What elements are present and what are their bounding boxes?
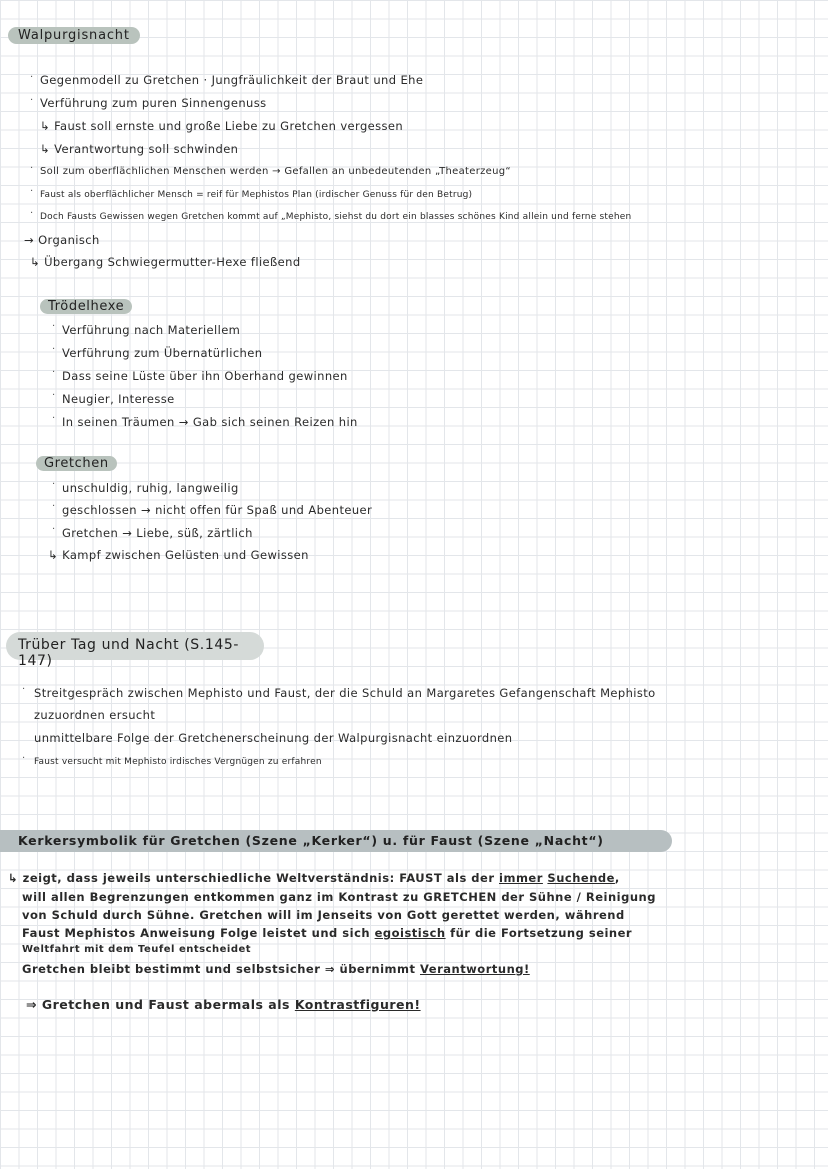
note-line: unmittelbare Folge der Gretchenerscheinung der Walpurgisnacht einzuordnen bbox=[34, 731, 513, 745]
bullet-dot: · bbox=[52, 501, 56, 512]
bullet-dot: · bbox=[52, 524, 56, 535]
paragraph-line: Faust Mephistos Anweisung Folge leistet und sich egoistisch für die Fortsetzung seiner bbox=[22, 926, 633, 940]
note-line: Verführung nach Materiellem bbox=[62, 323, 241, 337]
note-line: Faust als oberflächlicher Mensch = reif für Mephistos Plan (irdischer Genuss für den Betrug) bbox=[40, 190, 473, 200]
bullet-dot: · bbox=[30, 72, 34, 83]
paragraph-line: Weltfahrt mit dem Teufel entscheidet bbox=[22, 944, 252, 955]
paragraph-line: will allen Begrenzungen entkommen ganz im Kontrast zu GRETCHEN der Sühne / Reinigung bbox=[22, 890, 656, 904]
note-line: ↳ Kampf zwischen Gelüsten und Gewissen bbox=[48, 548, 309, 562]
bullet-dot: · bbox=[52, 367, 56, 378]
heading-walpurgisnacht: Walpurgisnacht bbox=[8, 27, 140, 44]
bullet-dot: · bbox=[30, 163, 34, 174]
note-line: In seinen Träumen → Gab sich seinen Reizen hin bbox=[62, 415, 358, 429]
note-line: geschlossen → nicht offen für Spaß und Abenteuer bbox=[62, 503, 373, 517]
note-line: ↳ Faust soll ernste und große Liebe zu Gretchen vergessen bbox=[40, 119, 404, 133]
note-line: → Organisch bbox=[24, 233, 100, 247]
bullet-dot: · bbox=[22, 753, 26, 764]
note-line: Streitgespräch zwischen Mephisto und Faust, der die Schuld an Margaretes Gefangenschaft Mephisto bbox=[34, 686, 656, 700]
bullet-dot: · bbox=[22, 684, 26, 695]
bullet-dot: · bbox=[30, 208, 34, 219]
note-line: Faust versucht mit Mephisto irdisches Vergnügen zu erfahren bbox=[34, 757, 322, 767]
bullet-dot: · bbox=[52, 390, 56, 401]
bullet-dot: · bbox=[30, 95, 34, 106]
note-line: ↳ Verantwortung soll schwinden bbox=[40, 142, 239, 156]
paragraph-line: ↳ zeigt, dass jeweils unterschiedliche Weltverständnis: FAUST als der immer Suchende, bbox=[8, 871, 620, 885]
note-line: ↳ Übergang Schwiegermutter-Hexe fließend bbox=[30, 255, 301, 269]
note-line: unschuldig, ruhig, langweilig bbox=[62, 481, 239, 495]
note-line: Gretchen → Liebe, süß, zärtlich bbox=[62, 526, 253, 540]
heading-troedelhexe: Trödelhexe bbox=[40, 299, 132, 314]
paragraph-line: Gretchen bleibt bestimmt und selbstsicher ⇒ übernimmt Verantwortung! bbox=[22, 962, 530, 976]
note-line: Verführung zum puren Sinnengenuss bbox=[40, 96, 267, 110]
bullet-dot: · bbox=[52, 479, 56, 490]
bullet-dot: · bbox=[52, 413, 56, 424]
heading-trueber-tag-pill bbox=[6, 632, 264, 669]
bullet-dot: · bbox=[30, 186, 34, 197]
heading-kerkersymbolik: Kerkersymbolik für Gretchen (Szene „Kerker“) u. für Faust (Szene „Nacht“) bbox=[18, 833, 604, 848]
paragraph-line: von Schuld durch Sühne. Gretchen will im Jenseits von Gott gerettet werden, während bbox=[22, 908, 625, 922]
heading-kerkersymbolik-bar bbox=[0, 830, 672, 852]
note-line: Soll zum oberflächlichen Menschen werden → Gefallen an unbedeutenden „Theaterzeug“ bbox=[40, 166, 511, 177]
heading-gretchen: Gretchen bbox=[36, 456, 117, 471]
note-line: Dass seine Lüste über ihn Oberhand gewinnen bbox=[62, 369, 348, 383]
bullet-dot: · bbox=[52, 321, 56, 332]
bullet-dot: · bbox=[52, 344, 56, 355]
note-line: Neugier, Interesse bbox=[62, 392, 175, 406]
heading-trueber-tag: Trüber Tag und Nacht (S.145-147) bbox=[18, 637, 239, 669]
conclusion-line: ⇒ Gretchen und Faust abermals als Kontrastfiguren! bbox=[26, 997, 421, 1012]
note-line: Gegenmodell zu Gretchen · Jungfräulichkeit der Braut und Ehe bbox=[40, 73, 424, 87]
note-line: zuzuordnen ersucht bbox=[34, 708, 156, 722]
note-line: Verführung zum Übernatürlichen bbox=[62, 346, 263, 360]
note-line: Doch Fausts Gewissen wegen Gretchen kommt auf „Mephisto, siehst du dort ein blasses schönes Kind allein und ferne stehen bbox=[40, 212, 632, 222]
